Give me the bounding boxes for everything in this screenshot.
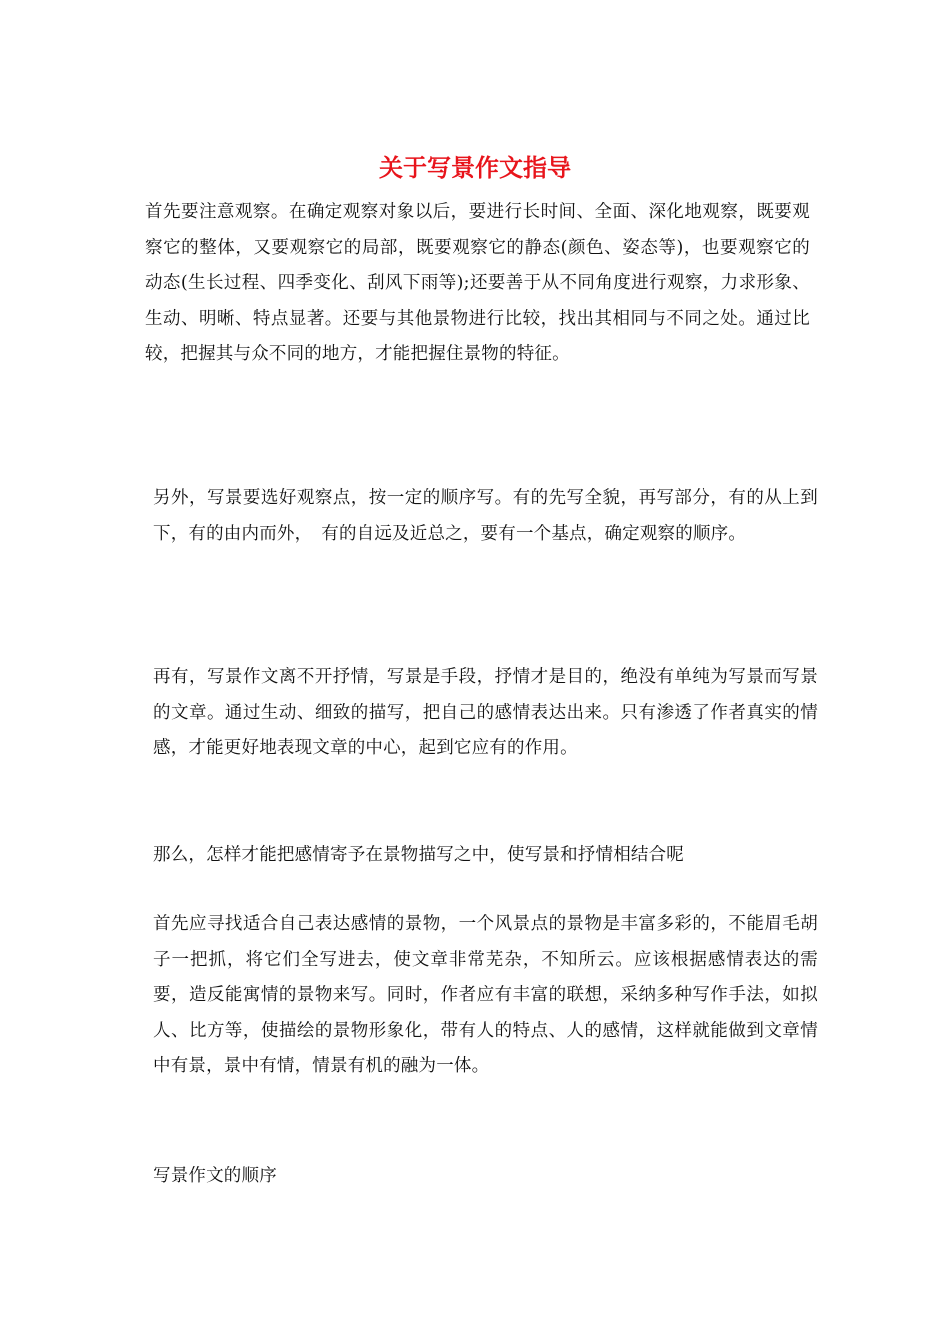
paragraph-emotion: 再有，写景作文离不开抒情，写景是手段，抒情才是目的，绝没有单纯为写景而写景的文章。通过生动、细致的描写，把自己的感情表达出来。只有渗透了作者真实的情感，才能更好地表现文章的中心，起到它应有的作用。 (153, 667, 818, 758)
paragraph-order-heading: 写景作文的顺序 (153, 1166, 277, 1186)
paragraph-scenery-choice: 首先应寻找适合自己表达感情的景物，一个风景点的景物是丰富多彩的，不能眉毛胡子一把抓，将它们全写进去，使文章非常芜杂，不知所云。应该根据感情表达的需要，造反能寓情的景物来写。同时，作者应有丰富的联想，采纳多种写作手法，如拟人、比方等，使描绘的景物形象化，带有人的特点、人的感情，这样就能做到文章情中有景，景中有情，情景有机的融为一体。 (153, 914, 818, 1076)
paragraph-question: 那么，怎样才能把感情寄予在景物描写之中，使写景和抒情相结合呢 (153, 845, 684, 865)
paragraph-observation: 首先要注意观察。在确定观察对象以后，要进行长时间、全面、深化地观察，既要观察它的整体，又要观察它的局部，既要观察它的静态(颜色、姿态等)，也要观察它的动态(生长过程、四季变化、刮风下雨等);还要善于从不同角度进行观察，力求形象、生动、明晰、特点显著。还要与其他景物进行比较，找出其相同与不同之处。通过比较，把握其与众不同的地方，才能把握住景物的特征。 (145, 202, 810, 364)
paragraph-viewpoint: 另外，写景要选好观察点，按一定的顺序写。有的先写全貌，再写部分，有的从上到下，有的由内而外， 有的自远及近总之，要有一个基点，确定观察的顺序。 (153, 488, 818, 544)
document-title: 关于写景作文指导 (379, 153, 571, 182)
